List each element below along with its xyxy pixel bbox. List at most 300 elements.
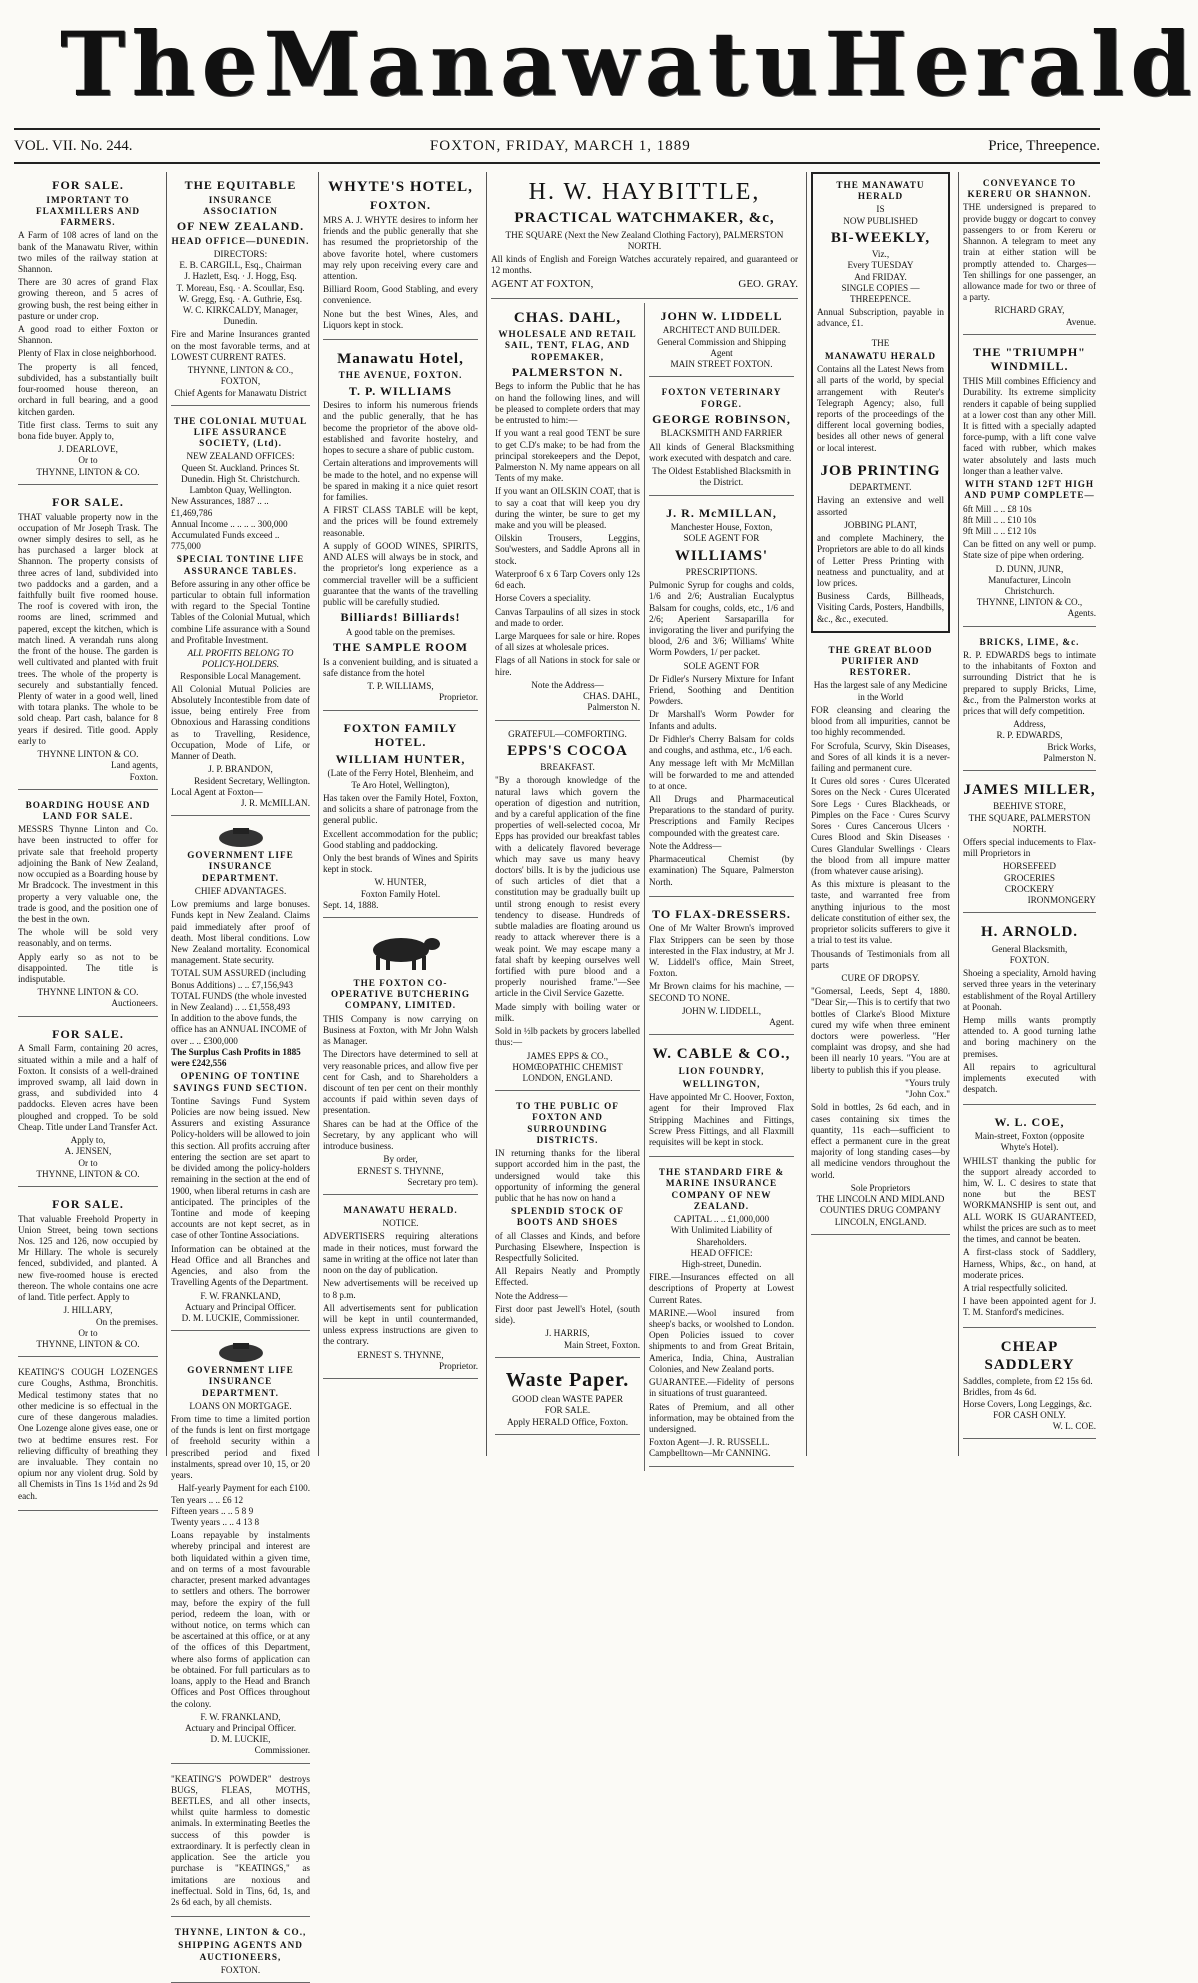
ad-heading: H. W. HAYBITTLE, <box>528 179 761 205</box>
ad-subheading: WELLINGTON, <box>682 1078 761 1089</box>
ad-subheading: CHIEF ADVANTAGES. <box>194 885 287 896</box>
ad-signature: R. P. EDWARDS, <box>996 730 1063 741</box>
goods-line: GROCERIES <box>1003 872 1056 883</box>
masthead <box>0 8 1198 120</box>
masthead-rule <box>14 128 1100 130</box>
ad-text: A first-class stock of Saddlery, Harness, Whips, &c., on hand, at moderate prices. <box>963 1247 1096 1280</box>
ad-heading: THE STANDARD FIRE & MARINE INSURANCE COMPANY OF NEW ZEALAND. <box>658 1167 785 1211</box>
ad-heading: GOVERNMENT LIFE INSURANCE DEPARTMENT. <box>187 1365 294 1398</box>
ad-text: A supply of GOOD WINES, SPIRITS, AND ALES will always be in stock, and the proprietor's long experience as a commercial traveller will be a sufficient guarantee that the wants of the travelling public will be carefully studied. <box>323 540 478 607</box>
agent-line <box>491 278 798 291</box>
ad-text: THE undersigned is prepared to provide buggy or dogcart to convey passengers to or from Kereru or Shannon. A telegram to meet any train at either station will be promptly attended to. Charges—Ten shillings for one passenger, an allowance made for two or three of a party. <box>963 202 1096 303</box>
ad-conveyance <box>963 172 1096 335</box>
ad-text: I have been appointed agent for J. T. M. Stanford's medicines. <box>963 1296 1096 1318</box>
ad-government-loans <box>171 1335 310 1763</box>
ad-text: Half-yearly Payment for each £100. <box>178 1483 310 1494</box>
ad-signature: D. M. LUCKIE, Commissioner. <box>181 1312 300 1323</box>
ad-text: Apply HERALD Office, Foxton. <box>506 1416 629 1427</box>
ad-signature: Land agents, <box>111 760 158 771</box>
ad-signature: Foxton Agent—J. R. RUSSELL. <box>649 1437 770 1448</box>
ad-text: The Directors have determined to sell at very reasonable prices, and allow five per cent for Cash, and to Shareholders a discount of ten per cent on their monthly accounts if paid within seven days of presentation. <box>323 1049 478 1116</box>
ad-signature: Agent. <box>769 1017 794 1028</box>
ad-text: All Drugs and Pharmaceutical Preparations to the standard of purity. Prescriptions and Family Recipes compounded with the greatest care. <box>649 794 794 838</box>
ad-text: Only the best brands of Wines and Spirits kept in stock. <box>323 852 478 875</box>
ad-herald-publication <box>811 172 950 633</box>
ad-heading: MANAWATU HERALD. <box>343 1204 458 1215</box>
director: W. Gregg, Esq. · A. Guthrie, Esq. <box>178 293 303 304</box>
ad-signature: Local Agent at Foxton— <box>171 786 263 797</box>
ad-figure: The Surplus Cash Profits in 1885 were £242,556 <box>171 1046 301 1069</box>
ad-text: MARINE.—Wool insured from sheep's backs, or woolshed to London. Open Policies issued to cover shipments to and from Great Britain, America, India, China, Australian Colonies, and New Zealand ports. <box>649 1307 794 1374</box>
ad-signature: F. W. FRANKLAND, <box>200 1711 281 1722</box>
ad-subheading: SHIPPING AGENTS AND AUCTIONEERS, <box>178 1940 303 1962</box>
ad-text: All repairs to agricultural implements executed with despatch. <box>963 1061 1096 1095</box>
ad-signature: LINCOLN, ENGLAND. <box>834 1216 927 1227</box>
ad-text: Oilskin Trousers, Leggins, Sou'westers, and Saddle Aprons all in stock. <box>495 533 640 566</box>
issue-date: FOXTON, FRIDAY, MARCH 1, 1889 <box>429 137 691 154</box>
ad-signature: "Yours truly <box>905 1077 950 1088</box>
ad-cheap-saddlery <box>963 1332 1096 1440</box>
ad-small-farm <box>18 1021 158 1187</box>
ad-subheading: PALMERSTON N. <box>511 364 624 379</box>
ad-subheading: HEAD OFFICE—DUNEDIN. <box>171 235 310 246</box>
ad-standard-insurance <box>649 1161 794 1466</box>
ad-signature: FOXTON, <box>220 376 261 387</box>
ad-text: MAIN STREET FOXTON. <box>670 359 773 370</box>
royal-crest-icon <box>211 826 271 848</box>
ad-herald-notice <box>323 1199 478 1379</box>
ad-text: The Oldest Established Blacksmith in the District. <box>652 466 791 488</box>
ad-liddell <box>649 303 794 378</box>
ad-text: All Colonial Mutual Policies are Absolutely Incontestible from date of issue, being entirely Free from Obnoxious and Harassing conditions as to Travelling, Residence, Occupation, Mode of Life, or Manner of Death. <box>171 683 310 762</box>
ad-signature: Foxton Family Hotel. <box>360 888 441 899</box>
ad-address: THE SQUARE (Next the New Zealand Clothing Factory), PALMERSTON NORTH. <box>505 229 784 251</box>
ad-heading: FOR SALE. <box>52 494 124 509</box>
ad-text: Begs to inform the Public that he has on hand the following lines, and will be pleased to complete orders that may be entrusted to him:— <box>495 381 640 426</box>
ad-james-miller <box>963 775 1096 913</box>
ad-text: "Gomersal, Leeds, Sept 4, 1880. "Dear Sir,—This is to certify that two bottles of Clarke's Blood Mixture cured my wife when three eminent doctors were powerless. "Her complaint was dropsy, and she had been ill nearly 10 years. "You are at liberty to publish this if you please. <box>811 986 950 1075</box>
ad-w-l-coe <box>963 1109 1096 1328</box>
ad-signature: Avenue. <box>1065 316 1096 327</box>
ad-signature: ERNEST S. THYNNE, <box>357 1165 444 1176</box>
price: Price, Threepence. <box>988 137 1100 154</box>
price-line: Saddles, complete, from £2 15s 6d. <box>963 1376 1093 1387</box>
ad-text: A FIRST CLASS TABLE will be kept, and the prices will be found extremely reasonable. <box>323 505 478 538</box>
ad-subheading: IMPORTANT TO FLAXMILLERS AND FARMERS. <box>35 194 141 228</box>
ad-colonial-mutual <box>171 410 310 816</box>
ad-text: Dr Marshall's Worm Powder for Infants and adults. <box>649 709 794 731</box>
ad-text: A good table on the premises. <box>345 626 456 637</box>
ad-figure: Accumulated Funds exceed .. 775,000 <box>171 529 280 552</box>
ad-text: General Commission and Shipping Agent <box>657 336 786 358</box>
goods-line: IRONMONGERY <box>1027 895 1096 906</box>
ad-text: Excellent accommodation for the public; Good stabling and paddocking. <box>323 828 478 850</box>
ad-signature: Apply to, <box>70 1135 106 1146</box>
ad-text: Hemp mills wants promptly attended to. A good turning lathe and boring machinery on the premises. <box>963 1014 1096 1059</box>
ad-signature: J. P. BRANDON, <box>208 764 273 775</box>
ad-heading: THE COLONIAL MUTUAL LIFE ASSURANCE SOCIETY, (Ltd). <box>173 415 308 449</box>
ad-epps-cocoa <box>495 725 640 1092</box>
ad-signature: THYNNE, LINTON & CO., <box>976 597 1083 608</box>
ad-signature: Or to <box>78 1327 98 1338</box>
ad-heading: FOR SALE. <box>52 1026 124 1041</box>
ad-text: Note the Address— <box>649 840 722 851</box>
ad-heading: TO THE PUBLIC OF FOXTON AND SURROUNDING DISTRICTS. <box>516 1101 619 1145</box>
ad-chas-dahl <box>495 303 640 721</box>
ad-text: Title first class. Terms to suit any bona fide buyer. Apply to, <box>18 419 158 441</box>
ad-text: THIS Company is now carrying on Business at Foxton, with Mr John Walsh as Manager. <box>323 1013 478 1047</box>
column-5 <box>806 172 954 1456</box>
ad-heading: FOR SALE. <box>52 1196 124 1211</box>
ad-subheading: BREAKFAST. <box>540 762 595 773</box>
ad-heading: THE MANAWATU HERALD <box>836 180 925 202</box>
ad-signature: THYNNE LINTON & CO. <box>37 749 139 760</box>
ad-text: IS <box>876 204 885 215</box>
ad-subheading: FOXTON. <box>1009 954 1050 965</box>
ad-text: R. P. EDWARDS begs to intimate to the inhabitants of Foxton and surrounding District that he is prepared to supply Bricks, Lime, &c., from the Palmerston works at prices that will defy competition. <box>963 649 1096 716</box>
ad-text: and complete Machinery, the Proprietors are able to do all kinds of Letter Press Printing with neatness and punctuality, and at low prices. <box>817 533 944 588</box>
ad-whytes-hotel <box>323 172 478 340</box>
ad-text: SINGLE COPIES — THREEPENCE. <box>841 282 920 305</box>
ad-thynne-linton <box>171 1921 310 1983</box>
price-line: Bridles, from 4s 6d. <box>963 1387 1037 1398</box>
ad-subheading: FOXTON. <box>220 1964 261 1975</box>
ad-heading: CHEAP SADDLERY <box>984 1338 1075 1373</box>
ad-text: A Small Farm, containing 20 acres, situated within a mile and a half of Foxton. It consists of a well-drained improved swamp, all laid down in grass, and subdivided into 4 paddocks. Eleven acres have been ploughed and cropped. To be sold Cheap. Title under Land Transfer Act. <box>18 1043 158 1132</box>
ad-signature: By order, <box>383 1154 418 1165</box>
ad-boarding-house <box>18 794 158 1017</box>
ad-text: Billiard Room, Good Stabling, and every convenience. <box>323 284 478 306</box>
masthead-title-word-3: Herald <box>824 12 1198 116</box>
ad-signature: Secretary pro tem). <box>407 1176 478 1187</box>
ad-foxton-family-hotel <box>323 715 478 919</box>
ad-signature: A. JENSEN, <box>64 1146 112 1157</box>
column-4 <box>486 172 802 1459</box>
ad-subheading: LION FOUNDRY, <box>678 1065 765 1076</box>
ad-text: As this mixture is pleasant to the taste, and warranted free from anything injurious to the most delicate constitution of either sex, the proprietor solicits sufferers to give it a trial to test its value. <box>811 879 950 946</box>
ad-text: FOR cleansing and clearing the blood from all impurities, cannot be too highly recommended. <box>811 704 950 738</box>
ad-signature: THYNNE, LINTON & CO., <box>187 365 294 376</box>
ad-text: NOW PUBLISHED <box>843 215 918 226</box>
masthead-title-word-2: Manawatu <box>263 12 825 116</box>
ad-text: Low premiums and large bonuses. Funds kept in New Zealand. Claims paid immediately after proof of death. Most liberal conditions. Low New Zealand mortality. Economical management. State security. <box>171 899 310 966</box>
ad-triumph-windmill <box>963 339 1096 627</box>
ad-signature: W. L. COE. <box>1052 1421 1096 1432</box>
ad-subheading: BLACKSMITH AND FARRIER <box>660 428 783 439</box>
ad-text: Has taken over the Family Hotel, Foxton, and solicits a share of patronage from the general public. <box>323 792 478 826</box>
ad-heading: FOR SALE. <box>52 178 124 192</box>
ad-subheading: THE SQUARE, PALMERSTON NORTH. <box>968 812 1091 834</box>
ad-signature: Proprietor. <box>438 1360 478 1371</box>
ad-text: Any message left with Mr McMillan will be forwarded to me and attended to at once. <box>649 758 794 791</box>
ad-signature: ERNEST S. THYNNE, <box>357 1349 444 1360</box>
column-3 <box>318 172 482 1456</box>
ad-signature: JAMES EPPS & CO., <box>526 1050 609 1061</box>
ad-heading: TO FLAX-DRESSERS. <box>652 906 791 921</box>
ad-text: THAT valuable property now in the occupation of Mr Joseph Trask. The owner simply desires to sell, as he has purchased a larger block at Shannon. The property consists of three acres of land, subdivided into two paddocks and a garden, and a faithfully built five roomed house. The roof is covered with iron, the rooms are lined, scrimmed and papered, except the kitchen, which is match lined. A verandah runs along the front of the house. The garden is well cultivated and planted with fruit trees. The whole of the property is securely and substantially fenced. Plenty of water in a good well, lined with totara planks. The whole to be sold cheap. Part cash, balance for 8 years if desired. Title good. Apply early to <box>18 511 158 746</box>
ad-heading: EPPS'S COCOA <box>507 742 628 759</box>
ad-heading: JOHN W. LIDDELL <box>660 308 783 323</box>
ad-subheading: Responsible Local Management. <box>180 670 301 681</box>
ad-heading: CHAS. DAHL, <box>513 309 622 326</box>
ad-subheading: Has the largest sale of any Medicine in the World <box>813 680 948 702</box>
ad-signature: THYNNE, LINTON & CO. <box>36 1168 140 1179</box>
ad-subheading: THE AVENUE, FOXTON. <box>338 370 463 381</box>
ad-text: Viz., <box>871 249 890 260</box>
ad-text: THE <box>871 337 890 348</box>
ad-text: GUARANTEE.—Fidelity of persons in situations of trust guaranteed. <box>649 1377 794 1399</box>
volume-number: VOL. VII. No. 244. <box>14 137 133 154</box>
masthead-title-word-1: The <box>60 12 264 116</box>
ad-heading: MANAWATU HERALD <box>824 350 937 361</box>
ad-subheading: FOXTON. <box>369 198 432 213</box>
ad-signature: Resident Secretary, Wellington. <box>194 775 310 786</box>
ad-signature: Main Street, Foxton. <box>563 1339 640 1350</box>
ad-subheading: ARCHITECT AND BUILDER. <box>662 325 781 336</box>
ad-keatings-powder <box>171 1768 310 1918</box>
ad-equitable-insurance <box>171 172 310 406</box>
ad-text: Contains all the Latest News from all parts of the world, by special arrangement with Reuter's Telegraph Agency; also, full reports of the proceedings of the different local governing bodies, besides all other news of general or local interest. <box>817 364 944 453</box>
ad-text: Every TUESDAY <box>847 260 914 271</box>
ad-subheading: Manchester House, Foxton, <box>670 522 773 533</box>
ad-heading: THYNNE, LINTON & CO., <box>174 1927 307 1938</box>
ad-manawatu-hotel <box>323 344 478 710</box>
ad-text: The property is all fenced, subdivided, has a substantially built four-roomed house thereon, an orchard in full bearing, and a good kitchen garden. <box>18 361 158 417</box>
ad-text: Before assuring in any other office be particular to obtain full information with regard to the Special Tontine Tables of the Colonial Mutual, which combine Life assurance with a Sound and Profitable Investment. <box>171 578 310 645</box>
ad-signature: Chief Agents for Manawatu District <box>174 387 307 398</box>
ad-subheading: SPECIAL TONTINE LIFE ASSURANCE TABLES. <box>176 554 305 576</box>
ad-text: FIRE.—Insurances effected on all descriptions of Property at Lowest Current Rates. <box>649 1272 794 1305</box>
ad-heading: GOVERNMENT LIFE INSURANCE DEPARTMENT. <box>187 850 294 883</box>
ad-label: Sole Proprietors <box>850 1182 911 1193</box>
ad-subheading: General Blacksmith, <box>991 943 1068 954</box>
ad-text: THIS Mill combines Efficiency and Durability. Its extreme simplicity renders it capable of being supplied at a lower cost than any other Mill. It is fitted with a specially adapted force-pump, with a lift cone valve faced with rubber, which makes water absolutely and lasts much longer than a leather valve. <box>963 376 1096 476</box>
ad-heading: FOXTON FAMILY HOTEL. <box>343 720 458 750</box>
column-4b <box>644 303 798 1471</box>
ad-text: New advertisements will be received up to 8 p.m. <box>323 1278 478 1300</box>
ad-figure: CAPITAL .. .. £1,000,000 <box>673 1214 770 1225</box>
ad-signature: Palmerston N. <box>1043 752 1096 763</box>
ad-signature: THYNNE, LINTON & CO. <box>36 1338 140 1349</box>
ad-signature: CHAS. DAHL, <box>583 691 640 702</box>
ad-signature: D. M. LUCKIE, <box>210 1734 271 1745</box>
ad-text: IN returning thanks for the liberal support accorded him in the past, the undersigned would take this opportunity of informing the general public that he has now on hand a <box>495 1148 640 1203</box>
ad-text: Canvas Tarpaulins of all sizes in stock and made to order. <box>495 606 640 628</box>
ad-signature: Commissioner. <box>254 1745 310 1756</box>
ad-text: Queen St. Auckland. Princes St. Dunedin. High St. Christchurch. Lambton Quay, Wellington. <box>181 462 300 496</box>
ad-bricks-lime <box>963 631 1096 771</box>
ad-text: Pharmaceutical Chemist (by examination) The Square, Palmerston North. <box>649 854 794 887</box>
price-line: 9ft Mill .. .. £12 10s <box>963 525 1037 536</box>
ad-text: Mr Brown claims for his machine, —SECOND TO NONE. <box>649 981 794 1003</box>
ad-signature: Auctioneers. <box>111 998 158 1009</box>
ad-heading: BRICKS, LIME, &c. <box>979 636 1080 647</box>
ad-figure: TOTAL SUM ASSURED (including Bonus Additions) .. .. £7,156,943 <box>171 968 306 990</box>
ad-text: Sold in bottles, 2s 6d each, and in cases containing six times the quantity, 11s each—sufficient to effect a permanent cure in the great majority of long standing cases—by all medicine vendors throughout the world. <box>811 1102 950 1180</box>
ad-text: Fire and Marine Insurances granted on the most favorable terms, and at LOWEST CURRENT RATES. <box>171 329 310 362</box>
ad-flax-dressers <box>649 901 794 1036</box>
ad-signature: Actuary and Principal Officer. <box>184 1722 297 1733</box>
ad-heading: H. ARNOLD. <box>980 924 1079 941</box>
ad-signature: Note the Address— <box>531 679 604 690</box>
ad-figure: In addition to the above funds, the office has an ANNUAL INCOME of over .. .. £300,000 <box>171 1013 307 1046</box>
ad-figure: TOTAL FUNDS (the whole invested in New Zealand) .. .. £1,558,493 <box>171 990 307 1013</box>
ad-label: HEAD OFFICE: <box>690 1247 753 1258</box>
ad-signature: RICHARD GRAY, <box>994 305 1065 316</box>
ad-signature: THYNNE LINTON & CO. <box>37 987 139 998</box>
ad-text: Pulmonic Syrup for coughs and colds, 1/6 and 2/6; Australian Eucalyptus Balsam for coughs, colds, etc., 1/6 and 2/6; Aperient Sarsaparilla for invigorating the liver and purifying the blood, 2/6 and 3/6; Williams' White Worm Powders, 1/ per packet. <box>649 580 794 658</box>
ad-figure: Annual Income .. .. .. .. 300,000 <box>171 518 288 529</box>
ad-cable-foundry <box>649 1039 794 1157</box>
ad-subheading: OPENING OF TONTINE SAVINGS FUND SECTION. <box>173 1071 308 1093</box>
ad-mcmillan <box>649 500 794 897</box>
ad-signature: THE LINCOLN AND MIDLAND COUNTIES DRUG COMPANY <box>816 1194 945 1216</box>
ad-text: Having an extensive and well assorted <box>817 495 944 517</box>
ad-signature: Campbelltown—Mr CANNING. <box>649 1448 771 1459</box>
ad-subheading: DEPARTMENT. <box>849 482 912 493</box>
ad-subheading: SOLE AGENT FOR <box>683 660 760 671</box>
ad-heading: JAMES MILLER, <box>963 782 1096 799</box>
ad-signature: JOHN W. LIDDELL, <box>681 1005 762 1016</box>
ad-text: GOOD clean WASTE PAPER <box>511 1394 623 1405</box>
agent-label: AGENT AT FOXTON, <box>491 278 594 291</box>
ad-text: of all Classes and Kinds, and before Purchasing Elsewhere, Inspection is Respectfully Solicited. <box>495 1230 640 1264</box>
ad-heading: JOB PRINTING <box>820 462 941 479</box>
ad-label: NEW ZEALAND OFFICES: <box>186 451 295 462</box>
ad-figure: Fifteen years .. .. 5 8 9 <box>171 1505 254 1516</box>
ad-heading: FOXTON VETERINARY FORGE. <box>661 387 782 409</box>
ad-freehold-property <box>18 1191 158 1357</box>
ad-signature: Or to <box>78 455 98 466</box>
ad-text: Rates of Premium, and all other information, may be obtained from the undersigned. <box>649 1401 794 1434</box>
ad-text: There are 30 acres of grand Flax growing thereon, and 5 acres of growing bush, the rest being either in pasture or under crop. <box>18 277 158 321</box>
ad-haybittle <box>491 172 798 299</box>
ad-signature: T. P. WILLIAMS, <box>367 681 434 692</box>
ad-text: MRS A. J. WHYTE desires to inform her friends and the public generally that she has resumed the proprietorship of the above favorite hotel, where customers may rely upon receiving every care and attention. <box>323 214 478 282</box>
ad-signature: Palmerston N. <box>587 702 640 713</box>
ad-heading: THE EQUITABLE <box>184 178 297 192</box>
columns <box>14 172 1100 1975</box>
ad-text: Note the Address— <box>495 1290 568 1301</box>
director: T. Moreau, Esq. · A. Scoullar, Esq. <box>176 282 305 293</box>
ad-text: Dr Fidhler's Cherry Balsam for colds and coughs, and asthma, etc., 1/6 each. <box>649 733 794 756</box>
ad-subheading: GEORGE ROBINSON, <box>652 411 791 426</box>
ad-date: Sept. 14, 1888. <box>323 899 379 910</box>
ad-text: One of Mr Walter Brown's improved Flax Strippers can be seen by those interested in the Flax industry, at Mr J. W. Liddell's office, Main Street, Foxton. <box>649 923 794 979</box>
ad-figure: New Assurances, 1887 .. .. £1,469,786 <box>171 496 269 518</box>
ad-subheading: Main-street, Foxton (opposite Whyte's Hotel). <box>974 1131 1085 1153</box>
ad-label: DIRECTORS: <box>213 248 268 259</box>
price-line: Horse Covers, Long Leggings, &c. <box>963 1398 1092 1409</box>
ad-text: Thousands of Testimonials from all parts <box>811 948 950 970</box>
ad-text: Business Cards, Billheads, Visiting Cards, Posters, Handbills, &c., &c., executed. <box>817 591 944 624</box>
ad-text: Certain alterations and improvements will be made to the hotel, and no expense will be spared in making it a nice quiet resort for families. <box>323 458 478 502</box>
director: J. Hazlett, Esq. · J. Hogg, Esq. <box>184 271 297 282</box>
ad-text: WHILST thanking the public for the support already accorded to him, W. L. C desires to state that none but the BEST WORKMANSHIP is sent out, and ALL WORK IS GUARANTEED, whilst the prices are such as to meet the times, and cannot be beaten. <box>963 1155 1096 1245</box>
ad-signature: On the premises. <box>95 1316 158 1327</box>
ad-text: A trial respectfully solicited. <box>963 1282 1068 1293</box>
bull-illustration-icon <box>356 930 446 974</box>
price-line: 6ft Mill .. .. £8 10s <box>963 503 1032 514</box>
ad-text: Desires to inform his numerous friends and the public generally, that he has become the proprietor of the above old-established and favorite hostelry, and hopes to secure a share of public custom. <box>323 400 478 456</box>
ad-heading: THE "TRIUMPH" WINDMILL. <box>973 344 1086 374</box>
ad-text: A Farm of 108 acres of land on the bank of the Manawatu River, within two miles of the railway station at Shannon. <box>18 230 158 274</box>
ad-text: Large Marquees for sale or hire. Ropes of all sizes at wholesale prices. <box>495 631 640 653</box>
ad-subheading: PRACTICAL WATCHMAKER, &c, <box>514 210 775 227</box>
ad-subheading: WILLIAMS' <box>674 547 769 564</box>
ad-text: (Late of the Ferry Hotel, Blenheim, and Te Aro Hotel, Wellington), <box>327 768 474 790</box>
ad-text: "KEATING'S POWDER" destroys BUGS, FLEAS, MOTHS, BEETLES, and all other insects, whilst quite harmless to domestic animals. In exterminating Beetles the success of this powder is extraordinary. It is perfectly clean in application. See the article you purchase is "KEATINGS," as imitations are noxious and ineffectual. Sold in Tins, 6d, 1s, and 2s 6d each, by all chemists. <box>171 1773 310 1907</box>
ad-text: Flags of all Nations in stock for sale or hire. <box>495 655 640 677</box>
goods-line: CROCKERY <box>1004 883 1055 894</box>
ad-text: Can be fitted on any well or pump. State size of pipe when ordering. <box>963 539 1096 561</box>
director: E. B. CARGILL, Esq., Chairman <box>179 260 302 271</box>
ad-signature: "John Cox." <box>905 1089 950 1100</box>
ad-text: From time to time a limited portion of the funds is lent on first mortgage of freehold security within a prescribed period and fixed instalments, spread over 10, 15, or 20 years. <box>171 1414 310 1481</box>
ad-text: All advertisements sent for publication will be kept in until countermanded, unless express instructions are given to the contrary. <box>323 1302 478 1347</box>
ad-subheading: INSURANCE ASSOCIATION <box>203 194 278 216</box>
ad-blood-purifier <box>811 639 950 1235</box>
ad-subheading: SPLENDID STOCK OF BOOTS AND SHOES <box>511 1206 624 1228</box>
column-4-split <box>491 303 798 1471</box>
ad-text: That valuable Freehold Property in Union Street, being town sections Nos. 125 and 126, now occupied by Mr Hillary. The whole is securely fenced, subdivided, and planted. A new five-roomed house is erected thereon. The whole contains one acre of land. Title perfect. Apply to <box>18 1213 158 1303</box>
ad-text: Waterproof 6 x 6 Tarp Covers only 12s 6d each. <box>495 568 640 591</box>
ad-property-for-sale <box>18 489 158 790</box>
ad-heading: Manawatu Hotel, <box>337 351 464 368</box>
ad-signature: J. HARRIS, <box>545 1328 590 1339</box>
ad-signature: Address, <box>1013 719 1046 730</box>
dateline <box>14 134 1100 158</box>
ad-text: If you want an OILSKIN COAT, that is to say a coat that will keep you dry during the winter, be sure to get my make and you will be pleased. <box>495 486 640 531</box>
ad-text: None but the best Wines, Ales, and Liquors kept in stock. <box>323 308 478 330</box>
ad-subheading: BEEHIVE STORE, <box>993 801 1066 812</box>
ad-text: FOR SALE. <box>544 1405 591 1416</box>
ad-text: For Scrofula, Scurvy, Skin Diseases, and Sores of all kinds it is a never-failing and permanent cure. <box>811 740 950 773</box>
ad-subheading: WHOLESALE AND RETAIL SAIL, TENT, FLAG, AND ROPEMAKER, <box>498 329 637 362</box>
ad-heading: WHYTE'S HOTEL, <box>328 179 473 195</box>
column-4a <box>491 303 644 1471</box>
ad-figure: Ten years .. .. £6 12 <box>171 1494 244 1505</box>
ad-text: KEATING'S COUGH LOZENGES cure Coughs, Asthma, Bronchitis. Medical testimony states that no other medicine is so effectual in the cure of these dangerous maladies. One Lozenge alone gives ease, one or two at bedtime ensures rest. For relieving difficulty of breathing they are invaluable. They contain no opium nor any violent drug. Sold by all Chemists in Tins 1s 1½d and 2s 9d each. <box>18 1367 158 1501</box>
ad-heading: W. L. COE, <box>994 1114 1065 1129</box>
royal-crest-icon <box>211 1341 271 1363</box>
ad-subheading: PRESCRIPTIONS. <box>685 566 758 577</box>
ad-text: MESSRS Thynne Linton and Co. have been instructed to offer for private sale that freehold property adjoining the Bank of New Zealand, now occupied as a Boarding house by Mr Bradcock. The investment in this property a very valuable one, the trade is good, and the position one of the best in the own. <box>18 824 158 924</box>
ad-heading: Waste Paper. <box>505 1368 630 1391</box>
goods-line: HORSEFEED <box>1002 861 1057 872</box>
ad-text: Information can be obtained at the Head Office and all Branches and Agencies, and also from the Travelling Agents of the Department. <box>171 1243 310 1288</box>
ad-text: Have appointed Mr C. Hoover, Foxton, agent for their Improved Flax Stripping Machines and Fittings, Screw Press Fittings, and all Flaxmill requisites will be kept in stock. <box>649 1092 794 1147</box>
ad-text: Plenty of Flax in close neighborhood. <box>18 348 157 359</box>
ad-text: Shares can be had at the Office of the Secretary, by any applicant who will introduce business. <box>323 1118 478 1152</box>
ad-subheading: THE SAMPLE ROOM <box>332 640 468 655</box>
manager: W. C. KIRKCALDY, Manager, Dunedin. <box>182 305 299 327</box>
ad-signature: Manufacturer, Lincoln Christchurch. <box>988 574 1071 597</box>
ad-text: The whole will be sold very reasonably, and on terms. <box>18 927 158 949</box>
ad-signature: F. W. FRANKLAND, <box>200 1290 281 1301</box>
ad-text: If you want a real good TENT be sure to get C.D's make; to be had from the principal storekeepers and the Depot, Palmerston N. My name appears on all Tents of my make. <box>495 428 640 484</box>
ad-subheading: WILLIAM HUNTER, <box>335 751 466 766</box>
ad-text: All Repairs Neatly and Promptly Effected. <box>495 1266 640 1288</box>
ad-subheading: T. P. WILLIAMS <box>348 383 453 398</box>
ad-kicker: GRATEFUL—COMFORTING. <box>508 728 627 739</box>
price-line: 8ft Mill .. .. £10 10s <box>963 514 1037 525</box>
ad-text: Shoeing a speciality, Arnold having served three years in the veterinary establishment of the Royal Artillery at Poonah. <box>963 968 1096 1012</box>
ad-text: ADVERTISERS requiring alterations made in their notices, must forward the same in writing at the office not later than noon on the day of publication. <box>323 1231 478 1276</box>
ad-h-arnold <box>963 917 1096 1104</box>
ad-signature: J. DEARLOVE, <box>58 444 118 455</box>
ad-heading: W. CABLE & CO., <box>652 1046 791 1063</box>
